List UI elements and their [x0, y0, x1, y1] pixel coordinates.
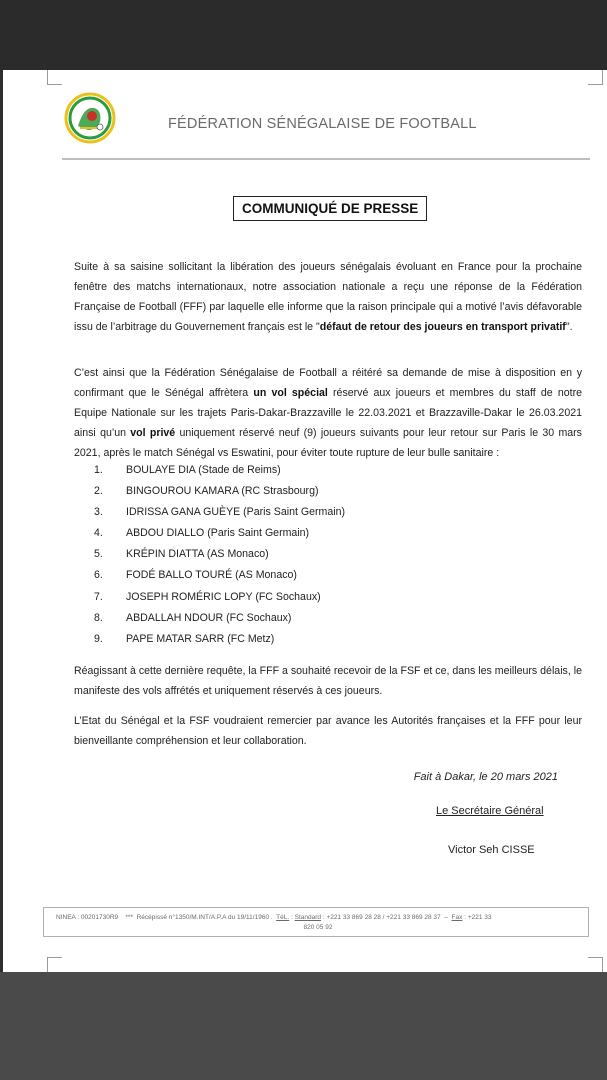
list-item — [74, 587, 474, 608]
list-item-player: ABDOU DIALLO (Paris Saint Germain) — [126, 527, 310, 540]
fsf-crest-logo — [64, 92, 116, 144]
signoff-title: Le Secrétaire Général — [436, 805, 544, 817]
list-item — [74, 502, 474, 523]
list-item-number: 6. — [94, 569, 103, 582]
paragraph-intro-end: ". — [565, 321, 573, 333]
players-list — [74, 460, 474, 650]
list-item-player: PAPE MATAR SARR (FC Metz) — [126, 632, 275, 645]
list-item-number: 7. — [94, 590, 103, 603]
footer-dash: – — [444, 914, 448, 921]
list-item — [74, 629, 474, 650]
paragraph-flights — [74, 363, 582, 463]
list-item — [74, 544, 474, 565]
paragraph-flights-b1: un vol spécial — [253, 387, 328, 399]
header-org-name: FÉDÉRATION SÉNÉGALAISE DE FOOTBALL — [168, 116, 477, 132]
footer-contact-box — [43, 907, 589, 937]
footer-fax-label: Fax — [451, 914, 463, 921]
footer-ninea: NINEA : 00201730R9 — [56, 914, 119, 921]
paragraph-flights-b2: vol privé — [130, 427, 176, 439]
paragraph-flights-t3: uniquement réservé neuf (9) joueurs suivants pour leur retour sur Paris le 30 mars 2021, après le match Sénégal vs Eswatini, pour éviter toute rupture de leur bulle sanitaire : — [74, 427, 582, 459]
list-item — [74, 565, 474, 586]
document-page — [3, 70, 607, 972]
crop-mark-top-right — [588, 70, 603, 85]
list-item-number: 8. — [94, 611, 103, 624]
signoff-date: Fait à Dakar, le 20 mars 2021 — [413, 771, 558, 783]
list-item — [74, 523, 474, 544]
footer-tel-label: TéL. — [276, 914, 290, 921]
paragraph-flights-t1: C’est ainsi que la Fédération Sénégalaise de Football a réitéré sa demande de mise à disposition en y confirmant que le Sénégal affrètera — [74, 367, 582, 399]
list-item-player: BINGOUROU KAMARA (RC Strasbourg) — [126, 485, 319, 498]
list-item — [74, 460, 474, 481]
list-item — [74, 481, 474, 502]
footer-recepisse: Récépissé n°1350/M.INT/A.P.A du 19/11/1960 . — [136, 914, 273, 921]
paragraph-flights-t2: réservé aux joueurs et membres du staff de notre Equipe Nationale sur les trajets Paris-Dakar-Brazzaville le 22.03.2021 et Brazzaville-Dakar le 26.03.2021 ainsi qu’un — [74, 387, 583, 439]
paragraph-intro-bold: défaut de retour des joueurs en transport privatif — [319, 321, 566, 333]
paragraph-intro-text: Suite à sa saisine sollicitant la libération des joueurs sénégalais évoluant en France pour la prochaine fenêtre des matchs internationaux, notre association nationale a reçu une réponse de la Fédération Française de Football (FFF) par laquelle elle informe que la raison principale qui a motivé l’avis défavorable issu de l’arbitrage du Gouvernement français est le " — [74, 261, 582, 333]
list-item-number: 4. — [94, 527, 103, 540]
press-release-title: COMMUNIQUÉ DE PRESSE — [233, 196, 427, 221]
footer-line-1 — [56, 913, 580, 923]
bottom-dark-bar — [0, 972, 607, 1080]
list-item-number: 2. — [94, 485, 103, 498]
list-item-player: KRÉPIN DIATTA (AS Monaco) — [126, 548, 269, 561]
list-item-player: ABDALLAH NDOUR (FC Sochaux) — [126, 611, 292, 624]
paragraph-thanks: L’Etat du Sénégal et la FSF voudraient remercier par avance les Autorités françaises et la FFF pour leur bienveillante compréhension et leur collaboration. — [74, 715, 582, 747]
list-item — [74, 608, 474, 629]
top-dark-bar — [0, 0, 607, 70]
paragraph-intro — [74, 257, 582, 337]
footer-phones: : +221 33 869 28 28 / +221 33 869 28 37 — [322, 914, 441, 921]
list-item-number: 1. — [94, 464, 103, 476]
footer-separator: *** — [125, 914, 133, 921]
list-item-number: 9. — [94, 632, 103, 645]
footer-standard-label: Standard — [294, 914, 322, 921]
footer-colon: : — [291, 914, 293, 921]
crop-mark-bottom-left — [47, 957, 62, 972]
list-item-player: IDRISSA GANA GUÈYE (Paris Saint Germain) — [126, 506, 346, 519]
signatory-name: Victor Seh CISSE — [448, 844, 535, 856]
list-item-number: 5. — [94, 548, 103, 561]
list-item-player: FODÉ BALLO TOURÉ (AS Monaco) — [126, 569, 297, 582]
header-divider — [62, 158, 590, 160]
crop-mark-top-left — [47, 70, 62, 85]
footer-fax-continued: 820 05 92 — [303, 924, 333, 931]
list-item-player: JOSEPH ROMÉRIC LOPY (FC Sochaux) — [126, 590, 321, 603]
list-item-player: BOULAYE DIA (Stade de Reims) — [126, 464, 281, 476]
list-item-number: 3. — [94, 506, 103, 519]
paragraph-manifest: Réagissant à cette dernière requête, la FFF a souhaité recevoir de la FSF et ce, dans les meilleurs délais, le manifeste des vols affrétés et uniquement réservés à ces joueurs. — [74, 665, 582, 697]
footer-fax: : +221 33 — [464, 914, 492, 921]
crop-mark-bottom-right — [588, 957, 603, 972]
